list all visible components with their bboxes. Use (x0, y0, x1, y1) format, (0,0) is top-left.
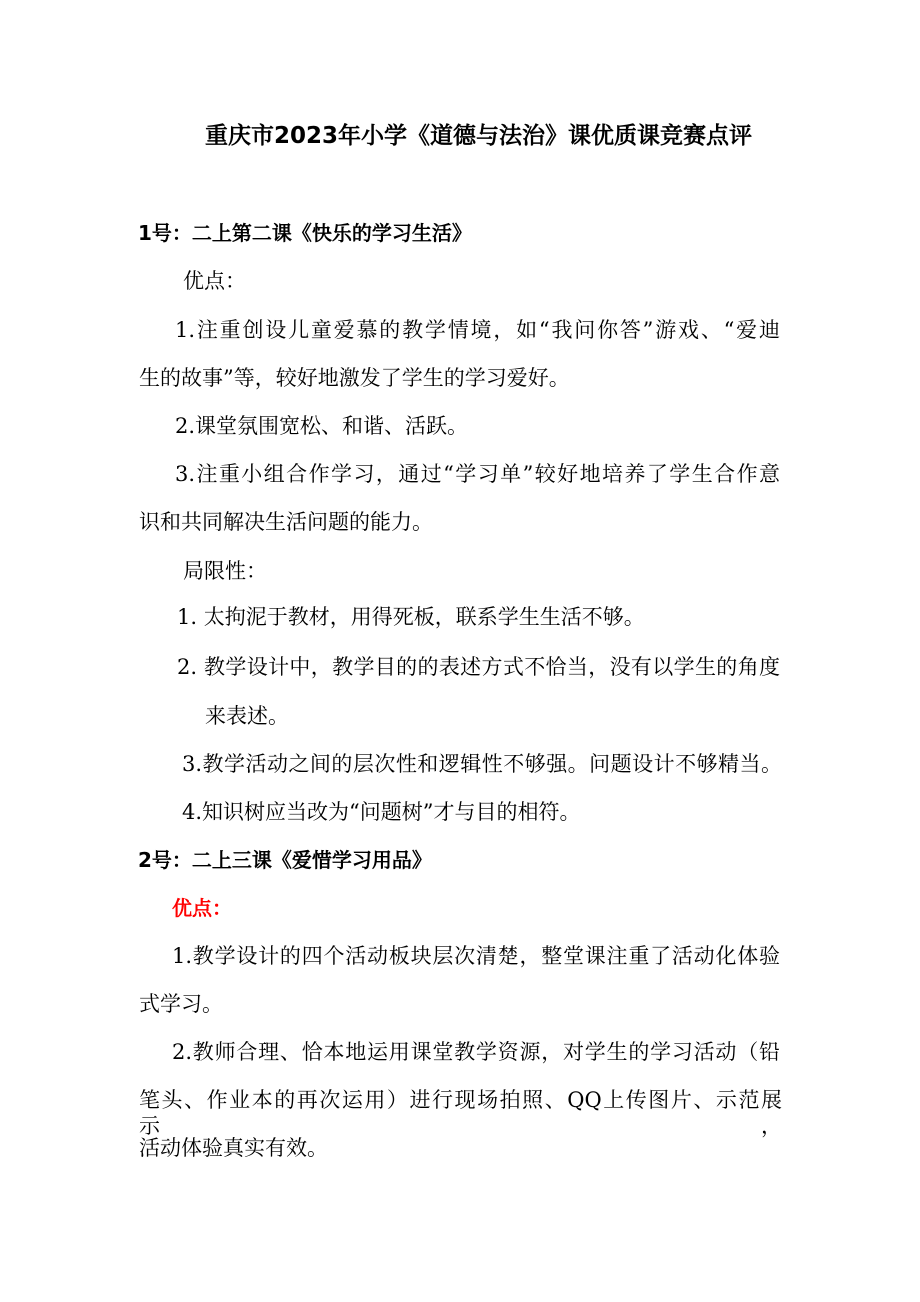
paragraph-line: 笔头、作业本的再次运用）进行现场拍照、QQ上传图片、示范展示， (139, 1088, 782, 1138)
paragraph-line: 2.教师合理、恰本地运用课堂教学资源，对学生的学习活动（铅 (172, 1040, 780, 1064)
strengths-label: 优点： (183, 269, 246, 293)
paragraph-line: 1.教学设计的四个活动板块层次清楚，整堂课注重了活动化体验 (172, 944, 780, 968)
paragraph-line: 4.知识树应当改为“问题树”才与目的相符。 (182, 800, 581, 824)
limits-label: 局限性： (183, 559, 267, 583)
paragraph-line: 3.注重小组合作学习，通过“学习单”较好地培养了学生合作意 (175, 462, 780, 486)
paragraph-line: 来表述。 (205, 704, 289, 728)
paragraph-line: 活动体验真实有效。 (139, 1136, 328, 1160)
strengths-label: 优点： (172, 896, 232, 920)
paragraph-line: 3.教学活动之间的层次性和逻辑性不够强。问题设计不够精当。 (182, 752, 782, 776)
paragraph-line: 式学习。 (139, 992, 223, 1016)
paragraph-line: 识和共同解决生活问题的能力。 (139, 510, 433, 534)
paragraph-line: 1. 太拘泥于教材，用得死板，联系学生生活不够。 (177, 605, 645, 629)
paragraph-line: 生的故事”等，较好地激发了学生的学习爱好。 (139, 366, 570, 390)
section-heading: 1号：二上第二课《快乐的学习生活》 (138, 221, 472, 245)
paragraph-line: 2. 教学设计中，教学目的的表述方式不恰当，没有以学生的角度 (177, 655, 780, 679)
document-title: 重庆市2023年小学《道德与法治》课优质课竞赛点评 (205, 123, 753, 149)
section-heading: 2号：二上三课《爱惜学习用品》 (138, 848, 432, 872)
paragraph-line: 2.课堂氛围宽松、和谐、活跃。 (175, 414, 469, 438)
paragraph-line: 1.注重创设儿童爱慕的教学情境，如“我问你答”游戏、“爱迪 (175, 318, 780, 342)
